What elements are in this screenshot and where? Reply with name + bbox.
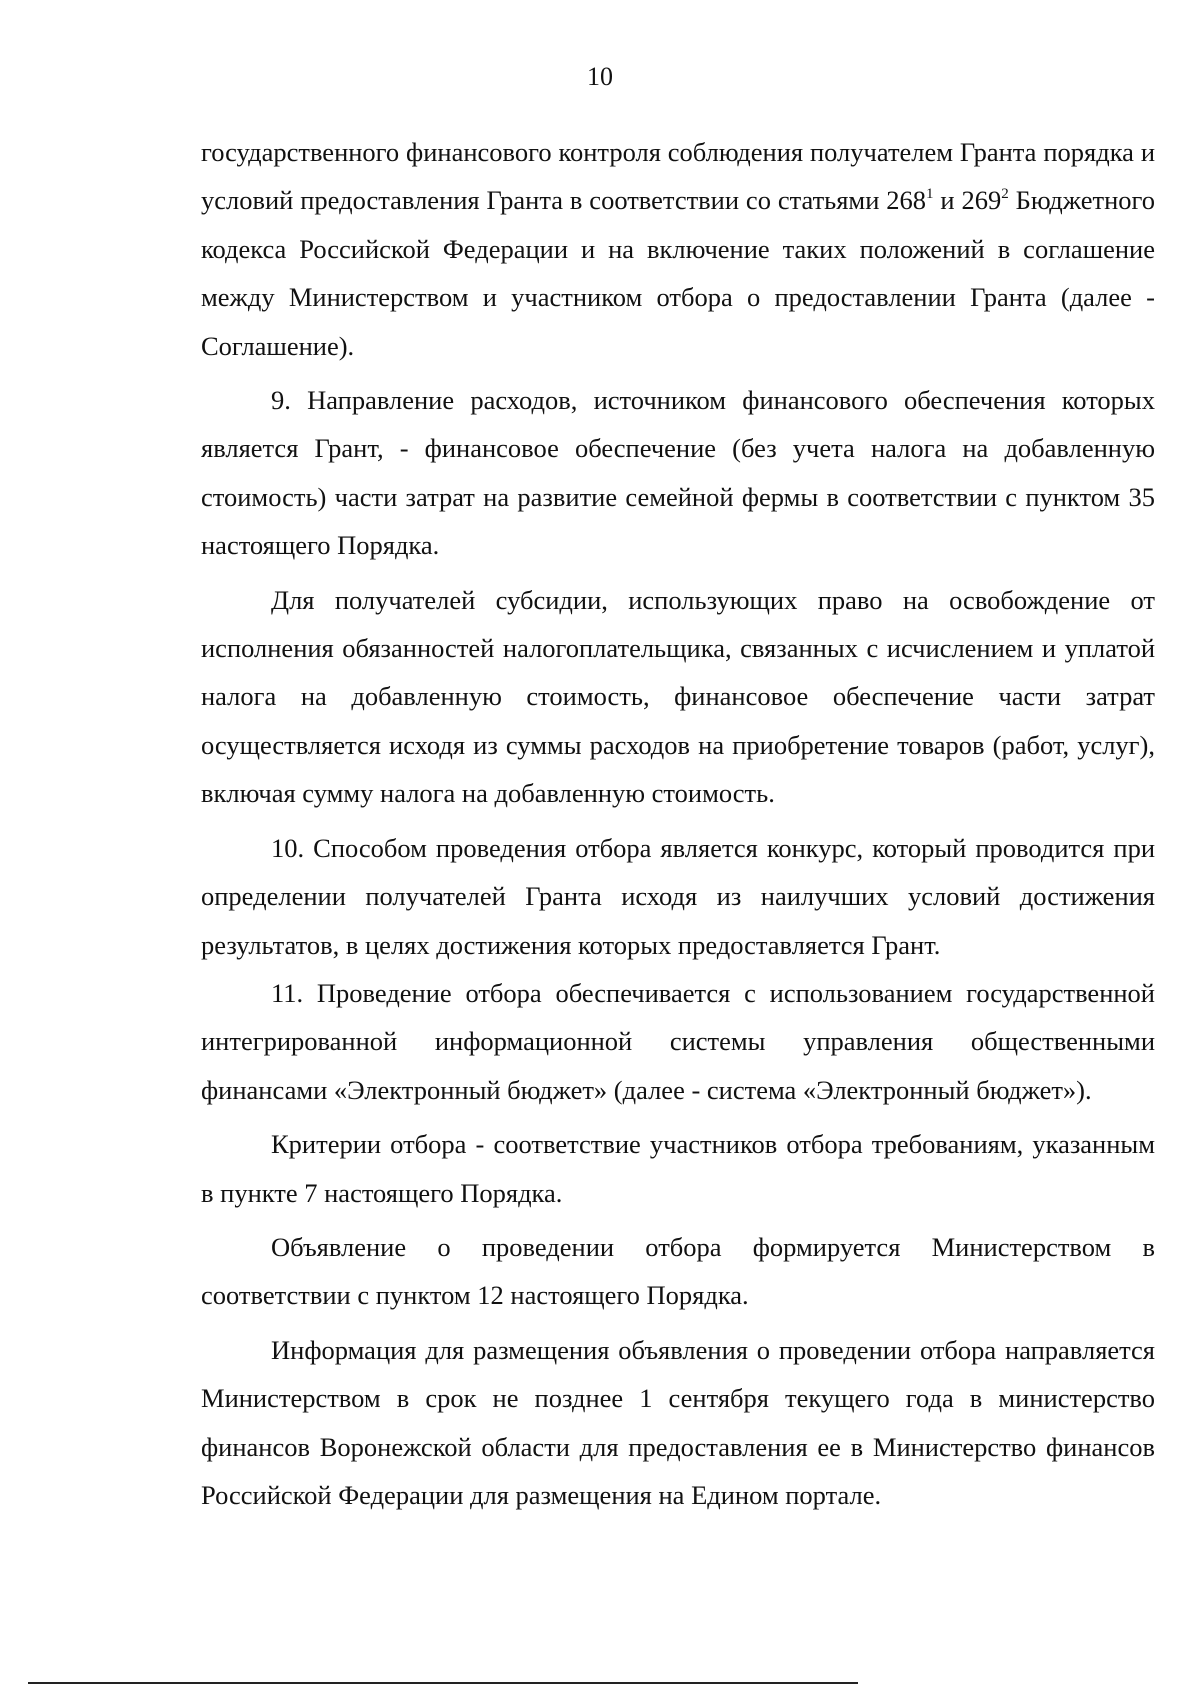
- paragraph-announcement: Объявление о проведении отбора формируется Министерством в соответствии с пунктом 12 настоящего Порядка.: [201, 1231, 1155, 1311]
- superscript: 1: [926, 186, 934, 203]
- page-number: 10: [587, 62, 613, 91]
- paragraph-text: и 269: [933, 185, 1002, 216]
- paragraph-item-11: 11. Проведение отбора обеспечивается с использованием государственной интегрированной информационной системы управления общественными финансами «Электронный бюджет» (далее - система «Электронный бюджет»).: [201, 977, 1155, 1105]
- paragraph-selection-criteria: Критерии отбора - соответствие участников отбора требованиям, указанным в пункте 7 настоящего Порядка.: [201, 1129, 1155, 1208]
- paragraph-information-placement: Информация для размещения объявления о проведении отбора направляется Министерством в срок не позднее 1 сентября текущего года в министерство финансов Воронежской области для предоставления ее в Министерство финансов Российской Федерации для размещения на Едином портале.: [201, 1334, 1155, 1510]
- paragraph-text: государственного финансового контроля соблюдения получателем Гранта порядка и условий предоставления Гранта в соответствии со статьями 268: [201, 137, 1155, 216]
- paragraph-text: Бюджетного кодекса Российской Федерации и на включение таких положений в соглашение между Министерством и участником отбора о предоставлении Гранта (далее - Соглашение).: [201, 185, 1155, 361]
- paragraph-item-10: 10. Способом проведения отбора является конкурс, который проводится при определении получателей Гранта исходя из наилучших условий достижения результатов, в целях достижения которых предоставляется Грант.: [201, 832, 1155, 960]
- footer-divider: [28, 1682, 858, 1684]
- paragraph-vat-exemption: Для получателей субсидии, использующих право на освобождение от исполнения обязанностей налогоплательщика, связанных с исчислением и уплатой налога на добавленную стоимость, финансовое обеспечение части затрат осуществляется исходя из суммы расходов на приобретение товаров (работ, услуг), включая сумму налога на добавленную стоимость.: [201, 584, 1155, 809]
- document-body: [201, 128, 1155, 1519]
- paragraph-continuation: [201, 128, 1155, 370]
- paragraph-item-9: 9. Направление расходов, источником финансового обеспечения которых является Грант, - финансовое обеспечение (без учета налога на добавленную стоимость) части затрат на развитие семейной фермы в соответствии с пунктом 35 настоящего Порядка.: [201, 385, 1155, 561]
- superscript: 2: [1001, 186, 1009, 203]
